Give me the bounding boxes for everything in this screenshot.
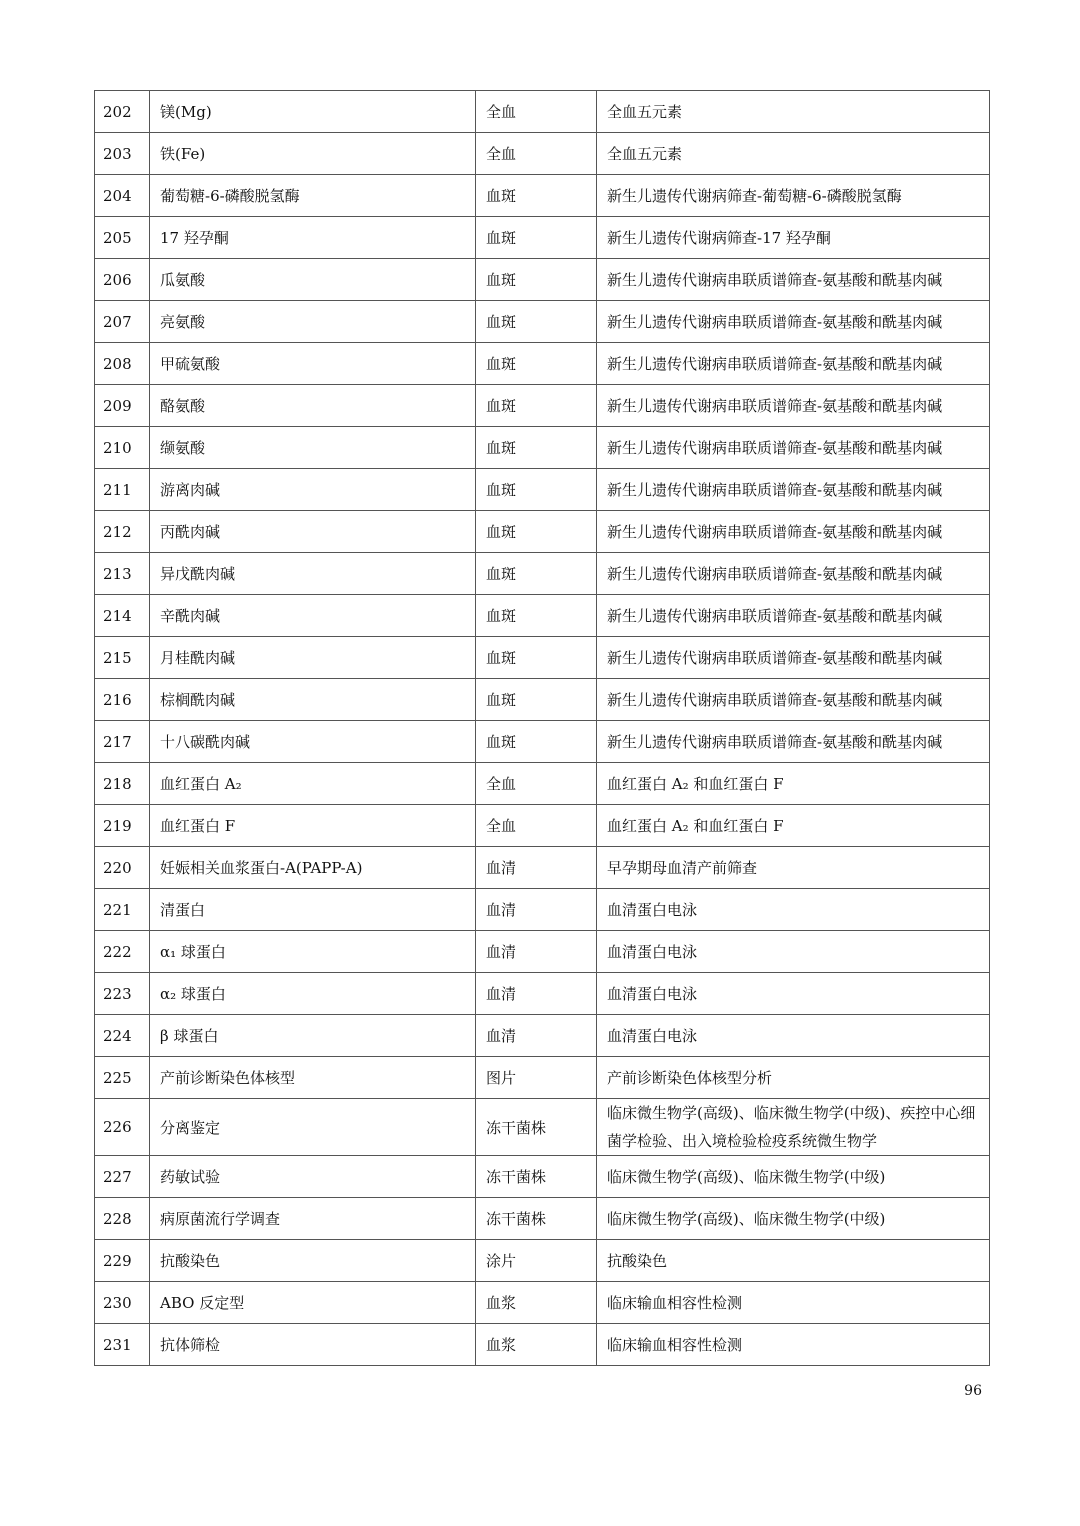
cell-category: 血清蛋白电泳 [597,1015,990,1057]
cell-sample-type: 血斑 [476,553,597,595]
cell-number: 203 [95,133,150,175]
cell-sample-type: 全血 [476,763,597,805]
cell-category: 新生儿遗传代谢病串联质谱筛查-氨基酸和酰基肉碱 [597,427,990,469]
cell-number: 227 [95,1156,150,1198]
cell-sample-type: 血斑 [476,511,597,553]
cell-category: 产前诊断染色体核型分析 [597,1057,990,1099]
cell-number: 216 [95,679,150,721]
cell-category: 血清蛋白电泳 [597,973,990,1015]
cell-number: 229 [95,1240,150,1282]
table-row [95,427,990,469]
cell-item: α₂ 球蛋白 [150,973,476,1015]
cell-item: β 球蛋白 [150,1015,476,1057]
table-row [95,721,990,763]
cell-number: 214 [95,595,150,637]
cell-number: 228 [95,1198,150,1240]
table-row [95,847,990,889]
cell-item: 抗酸染色 [150,1240,476,1282]
cell-number: 230 [95,1282,150,1324]
cell-category: 临床微生物学(高级)、临床微生物学(中级) [597,1156,990,1198]
cell-sample-type: 血斑 [476,427,597,469]
cell-category: 临床输血相容性检测 [597,1324,990,1366]
cell-category: 新生儿遗传代谢病串联质谱筛查-氨基酸和酰基肉碱 [597,301,990,343]
cell-number: 213 [95,553,150,595]
cell-sample-type: 血斑 [476,679,597,721]
cell-category: 血红蛋白 A₂ 和血红蛋白 F [597,763,990,805]
cell-item: 瓜氨酸 [150,259,476,301]
table-row [95,1240,990,1282]
cell-sample-type: 冻干菌株 [476,1099,597,1156]
cell-sample-type: 全血 [476,805,597,847]
cell-number: 231 [95,1324,150,1366]
cell-sample-type: 血清 [476,889,597,931]
cell-item: ABO 反定型 [150,1282,476,1324]
cell-number: 219 [95,805,150,847]
table-row [95,511,990,553]
table-row [95,931,990,973]
cell-item: 十八碳酰肉碱 [150,721,476,763]
cell-item: 月桂酰肉碱 [150,637,476,679]
cell-item: 产前诊断染色体核型 [150,1057,476,1099]
table-row [95,679,990,721]
cell-category: 新生儿遗传代谢病串联质谱筛查-氨基酸和酰基肉碱 [597,259,990,301]
cell-item: 棕榈酰肉碱 [150,679,476,721]
cell-sample-type: 血斑 [476,343,597,385]
cell-sample-type: 血斑 [476,385,597,427]
cell-sample-type: 血浆 [476,1282,597,1324]
cell-item: 缬氨酸 [150,427,476,469]
cell-sample-type: 图片 [476,1057,597,1099]
table-body [95,91,990,1366]
cell-category: 新生儿遗传代谢病串联质谱筛查-氨基酸和酰基肉碱 [597,679,990,721]
cell-category: 新生儿遗传代谢病串联质谱筛查-氨基酸和酰基肉碱 [597,343,990,385]
cell-number: 207 [95,301,150,343]
cell-item: 葡萄糖-6-磷酸脱氢酶 [150,175,476,217]
cell-item: 甲硫氨酸 [150,343,476,385]
cell-sample-type: 血斑 [476,175,597,217]
cell-category: 新生儿遗传代谢病串联质谱筛查-氨基酸和酰基肉碱 [597,721,990,763]
table-row [95,1156,990,1198]
table-row [95,637,990,679]
cell-number: 204 [95,175,150,217]
cell-sample-type: 血清 [476,973,597,1015]
table-row [95,469,990,511]
page-number: 96 [964,1383,982,1399]
table-row [95,1324,990,1366]
cell-item: 病原菌流行学调查 [150,1198,476,1240]
cell-number: 217 [95,721,150,763]
cell-sample-type: 全血 [476,91,597,133]
table-row [95,259,990,301]
cell-sample-type: 冻干菌株 [476,1156,597,1198]
cell-sample-type: 涂片 [476,1240,597,1282]
cell-item: 17 羟孕酮 [150,217,476,259]
table-row [95,805,990,847]
cell-item: 药敏试验 [150,1156,476,1198]
table-row [95,91,990,133]
table-row [95,1198,990,1240]
table-row [95,1099,990,1156]
cell-category: 全血五元素 [597,133,990,175]
cell-item: 血红蛋白 A₂ [150,763,476,805]
cell-item: 抗体筛检 [150,1324,476,1366]
cell-item: 丙酰肉碱 [150,511,476,553]
cell-sample-type: 血斑 [476,595,597,637]
cell-item: 镁(Mg) [150,91,476,133]
cell-number: 212 [95,511,150,553]
cell-category: 新生儿遗传代谢病串联质谱筛查-氨基酸和酰基肉碱 [597,595,990,637]
cell-category: 新生儿遗传代谢病串联质谱筛查-氨基酸和酰基肉碱 [597,637,990,679]
cell-category: 全血五元素 [597,91,990,133]
cell-item: 血红蛋白 F [150,805,476,847]
cell-category: 新生儿遗传代谢病串联质谱筛查-氨基酸和酰基肉碱 [597,385,990,427]
cell-category: 新生儿遗传代谢病筛查-葡萄糖-6-磷酸脱氢酶 [597,175,990,217]
cell-item: 清蛋白 [150,889,476,931]
data-table [94,90,990,1366]
cell-category: 临床微生物学(高级)、临床微生物学(中级)、疾控中心细菌学检验、出入境检验检疫系统微生物学 [597,1099,990,1156]
table-row [95,343,990,385]
cell-category: 新生儿遗传代谢病串联质谱筛查-氨基酸和酰基肉碱 [597,469,990,511]
cell-category: 血清蛋白电泳 [597,931,990,973]
table-row [95,595,990,637]
cell-number: 218 [95,763,150,805]
cell-item: 妊娠相关血浆蛋白-A(PAPP-A) [150,847,476,889]
table-row [95,301,990,343]
cell-category: 血红蛋白 A₂ 和血红蛋白 F [597,805,990,847]
cell-number: 210 [95,427,150,469]
cell-item: 亮氨酸 [150,301,476,343]
table-row [95,1057,990,1099]
cell-category: 新生儿遗传代谢病串联质谱筛查-氨基酸和酰基肉碱 [597,511,990,553]
cell-sample-type: 冻干菌株 [476,1198,597,1240]
cell-item: α₁ 球蛋白 [150,931,476,973]
cell-number: 225 [95,1057,150,1099]
table-row [95,217,990,259]
cell-number: 222 [95,931,150,973]
cell-number: 208 [95,343,150,385]
cell-sample-type: 血斑 [476,721,597,763]
cell-sample-type: 血斑 [476,217,597,259]
cell-number: 206 [95,259,150,301]
cell-sample-type: 血斑 [476,469,597,511]
cell-sample-type: 血清 [476,931,597,973]
cell-item: 辛酰肉碱 [150,595,476,637]
cell-number: 202 [95,91,150,133]
cell-category: 早孕期母血清产前筛查 [597,847,990,889]
cell-category: 新生儿遗传代谢病串联质谱筛查-氨基酸和酰基肉碱 [597,553,990,595]
cell-number: 209 [95,385,150,427]
cell-category: 新生儿遗传代谢病筛查-17 羟孕酮 [597,217,990,259]
cell-number: 223 [95,973,150,1015]
cell-sample-type: 血斑 [476,637,597,679]
cell-number: 224 [95,1015,150,1057]
cell-item: 分离鉴定 [150,1099,476,1156]
table-row [95,1015,990,1057]
table-row [95,175,990,217]
cell-category: 临床输血相容性检测 [597,1282,990,1324]
table-row [95,1282,990,1324]
cell-sample-type: 血清 [476,1015,597,1057]
table-row [95,553,990,595]
cell-number: 220 [95,847,150,889]
cell-number: 211 [95,469,150,511]
cell-item: 游离肉碱 [150,469,476,511]
table-row [95,385,990,427]
cell-item: 异戊酰肉碱 [150,553,476,595]
table-row [95,889,990,931]
cell-sample-type: 血斑 [476,259,597,301]
cell-sample-type: 血斑 [476,301,597,343]
cell-sample-type: 血浆 [476,1324,597,1366]
table-row [95,763,990,805]
table-row [95,973,990,1015]
cell-item: 酪氨酸 [150,385,476,427]
cell-number: 226 [95,1099,150,1156]
cell-category: 临床微生物学(高级)、临床微生物学(中级) [597,1198,990,1240]
cell-number: 205 [95,217,150,259]
cell-number: 221 [95,889,150,931]
cell-sample-type: 全血 [476,133,597,175]
cell-category: 血清蛋白电泳 [597,889,990,931]
cell-category: 抗酸染色 [597,1240,990,1282]
cell-number: 215 [95,637,150,679]
cell-sample-type: 血清 [476,847,597,889]
cell-item: 铁(Fe) [150,133,476,175]
table-row [95,133,990,175]
